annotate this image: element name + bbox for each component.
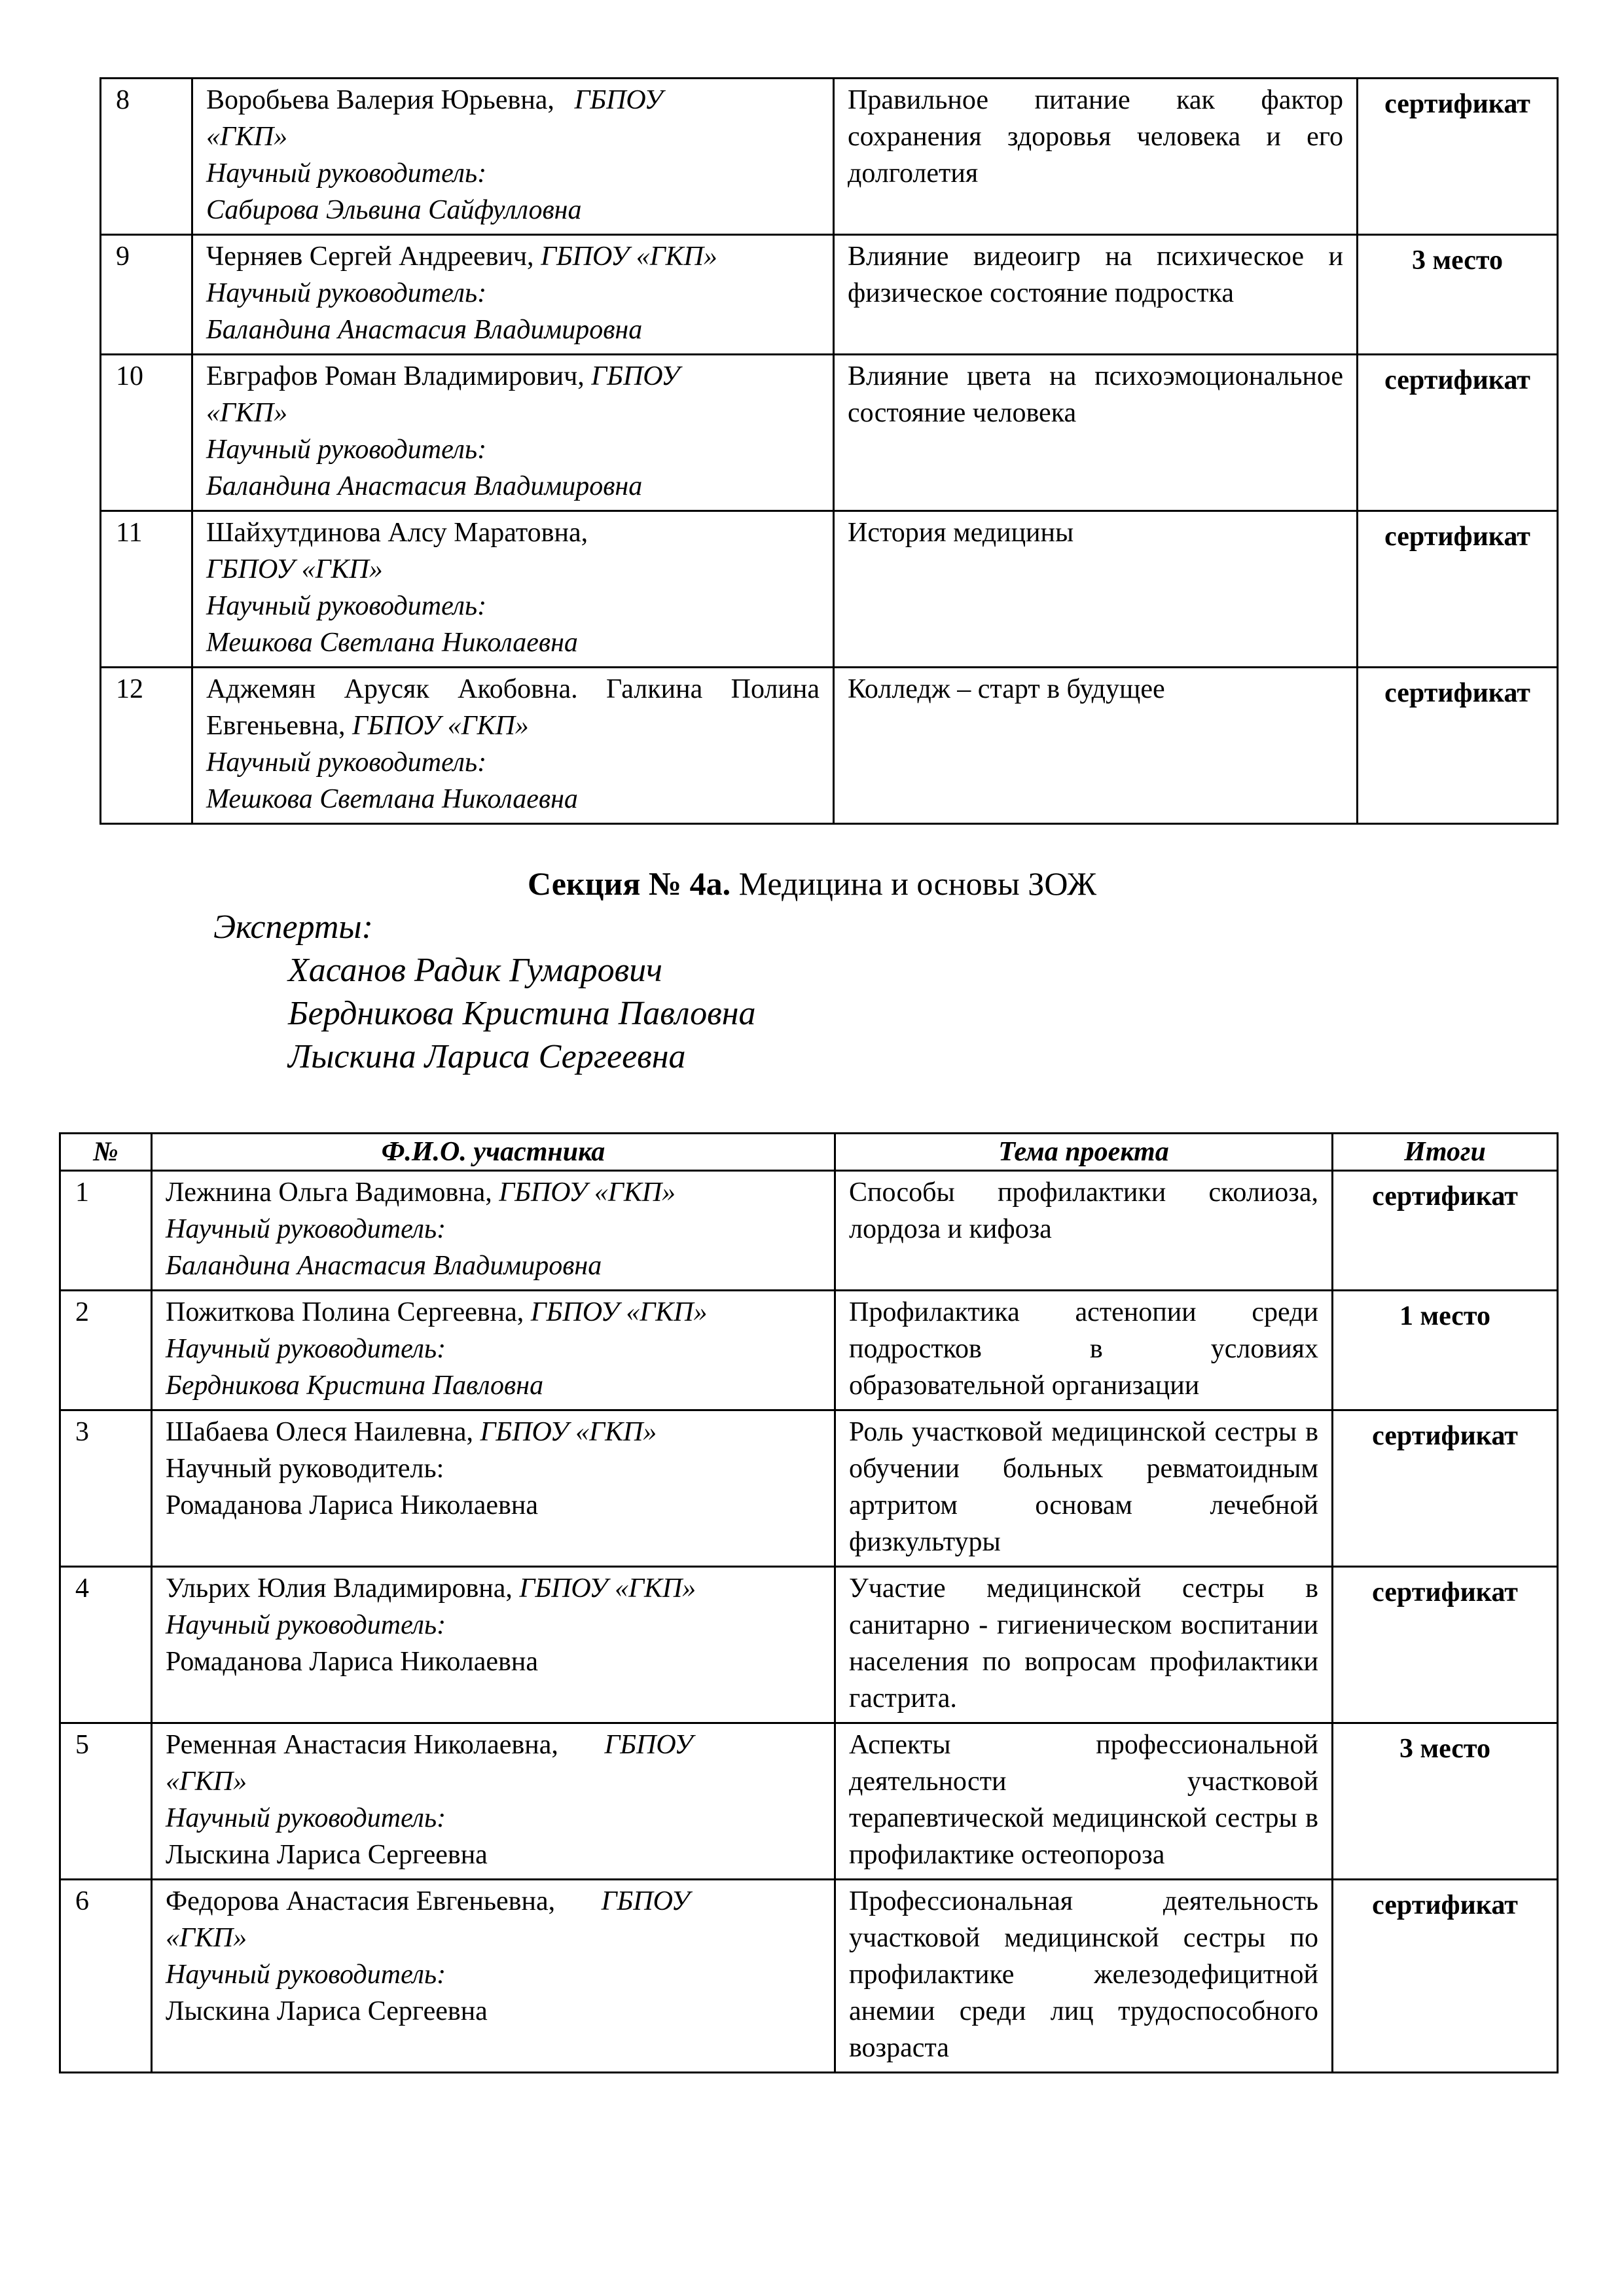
- section-title: Медицина и основы ЗОЖ: [738, 865, 1096, 902]
- row-number: 8: [101, 79, 192, 235]
- participant-cell: [192, 355, 834, 511]
- row-number: 9: [101, 235, 192, 355]
- section-heading: [0, 863, 1624, 905]
- table-row: [60, 1171, 1558, 1291]
- supervisor-label: Научный руководитель:: [166, 1214, 446, 1244]
- project-topic: Влияние цвета на психоэмоциональное состояние человека: [834, 355, 1358, 511]
- participant-org: ГБПОУ: [604, 1730, 693, 1760]
- table-row: [101, 79, 1558, 235]
- supervisor-label: Научный руководитель:: [166, 1610, 446, 1640]
- row-number: 6: [60, 1880, 152, 2073]
- results-table-continued: [99, 77, 1559, 825]
- column-header-topic: Тема проекта: [835, 1134, 1333, 1171]
- participant-org: ГБПОУ: [591, 361, 680, 391]
- result-badge: сертификат: [1358, 79, 1558, 235]
- section-label: Секция № 4а.: [527, 865, 731, 902]
- result-badge: 3 место: [1358, 235, 1558, 355]
- participant-name: Ременная Анастасия Николаевна,: [166, 1730, 566, 1760]
- supervisor-name: Ромаданова Лариса Николаевна: [166, 1647, 538, 1677]
- supervisor-name: Лыскина Лариса Сергеевна: [166, 1840, 488, 1870]
- row-number: 5: [60, 1723, 152, 1880]
- table-row: [101, 668, 1558, 824]
- result-badge: 1 место: [1333, 1291, 1558, 1410]
- participant-org: ГБПОУ: [601, 1886, 690, 1916]
- participant-org: ГБПОУ: [574, 85, 663, 115]
- participant-org-wrap: ГБПОУ «ГКП»: [206, 554, 383, 584]
- expert-name: Хасанов Радик Гумарович: [288, 952, 662, 989]
- project-topic: Роль участковой медицинской сестры в обучении больных ревматоидным артритом основам лечебной физкультуры: [835, 1410, 1333, 1567]
- participant-name: Евграфов Роман Владимирович,: [206, 361, 592, 391]
- supervisor-name: Мешкова Светлана Николаевна: [206, 784, 578, 814]
- row-number: 2: [60, 1291, 152, 1410]
- project-topic: Аспекты профессиональной деятельности участковой терапевтической медицинской сестры в профилактике остеопороза: [835, 1723, 1333, 1880]
- supervisor-name: Баландина Анастасия Владимировна: [166, 1251, 602, 1281]
- table-row: [101, 355, 1558, 511]
- supervisor-label: Научный руководитель:: [206, 591, 487, 621]
- results-table-section-4a: [59, 1132, 1559, 2073]
- table-row: [60, 1410, 1558, 1567]
- supervisor-label: Научный руководитель:: [166, 1803, 446, 1833]
- supervisor-name: Мешкова Светлана Николаевна: [206, 628, 578, 658]
- project-topic: Профилактика астенопии среди подростков в условиях образовательной организации: [835, 1291, 1333, 1410]
- participant-cell: [192, 511, 834, 668]
- participant-org: ГБПОУ «ГКП»: [352, 711, 529, 741]
- table-row: [101, 511, 1558, 668]
- row-number: 12: [101, 668, 192, 824]
- participant-name: Пожиткова Полина Сергеевна,: [166, 1297, 531, 1327]
- participant-org: ГБПОУ «ГКП»: [541, 242, 717, 272]
- column-header-results: Итоги: [1333, 1134, 1558, 1171]
- row-number: 10: [101, 355, 192, 511]
- table-row: [60, 1291, 1558, 1410]
- row-number: 11: [101, 511, 192, 668]
- result-badge: сертификат: [1333, 1171, 1558, 1291]
- participant-cell: [152, 1723, 835, 1880]
- participant-cell: [152, 1567, 835, 1723]
- participant-org: ГБПОУ «ГКП»: [499, 1177, 676, 1208]
- participant-org-wrap: «ГКП»: [166, 1923, 247, 1953]
- supervisor-label: Научный руководитель:: [206, 747, 487, 778]
- expert-name: Лыскина Лариса Сергеевна: [288, 1038, 686, 1075]
- table-header-row: [60, 1134, 1558, 1171]
- supervisor-label: Научный руководитель:: [206, 435, 487, 465]
- supervisor-name: Баландина Анастасия Владимировна: [206, 315, 643, 345]
- table-row: [60, 1880, 1558, 2073]
- participant-cell: [152, 1880, 835, 2073]
- supervisor-label: Научный руководитель:: [206, 278, 487, 308]
- participant-name: Федорова Анастасия Евгеньевна,: [166, 1886, 562, 1916]
- row-number: 3: [60, 1410, 152, 1567]
- participant-name: Воробьева Валерия Юрьевна,: [206, 85, 562, 115]
- project-topic: Профессиональная деятельность участковой медицинской сестры по профилактике железодефицитной анемии среди лиц трудоспособного возраста: [835, 1880, 1333, 2073]
- supervisor-label: Научный руководитель:: [206, 158, 487, 188]
- participant-cell: [192, 235, 834, 355]
- table-row: [60, 1723, 1558, 1880]
- expert-name: Бердникова Кристина Павловна: [288, 995, 756, 1032]
- project-topic: История медицины: [834, 511, 1358, 668]
- participant-cell: [152, 1410, 835, 1567]
- row-number: 1: [60, 1171, 152, 1291]
- project-topic: Влияние видеоигр на психическое и физическое состояние подростка: [834, 235, 1358, 355]
- table-row: [101, 235, 1558, 355]
- participant-name: Лежнина Ольга Вадимовна,: [166, 1177, 499, 1208]
- result-badge: сертификат: [1333, 1410, 1558, 1567]
- supervisor-name: Лыскина Лариса Сергеевна: [166, 1996, 488, 2026]
- row-number: 4: [60, 1567, 152, 1723]
- participant-name: Аджемян Арусяк Акобовна. Галкина Полина Евгеньевна,: [206, 674, 820, 741]
- supervisor-label: Научный руководитель:: [166, 1960, 446, 1990]
- participant-org-wrap: «ГКП»: [206, 122, 288, 152]
- result-badge: сертификат: [1333, 1880, 1558, 2073]
- supervisor-label: Научный руководитель:: [166, 1454, 444, 1484]
- project-topic: Участие медицинской сестры в санитарно - гигиеническом воспитании населения по вопросам профилактики гастрита.: [835, 1567, 1333, 1723]
- participant-org: ГБПОУ «ГКП»: [530, 1297, 708, 1327]
- participant-cell: [192, 668, 834, 824]
- supervisor-name: Ромаданова Лариса Николаевна: [166, 1490, 538, 1520]
- supervisor-name: Баландина Анастасия Владимировна: [206, 471, 643, 501]
- supervisor-name: Бердникова Кристина Павловна: [166, 1371, 544, 1401]
- participant-name: Шайхутдинова Алсу Маратовна,: [206, 518, 588, 548]
- participant-org: ГБПОУ «ГКП»: [519, 1573, 696, 1604]
- result-badge: 3 место: [1333, 1723, 1558, 1880]
- result-badge: сертификат: [1358, 511, 1558, 668]
- column-header-participant: Ф.И.О. участника: [152, 1134, 835, 1171]
- participant-cell: [152, 1171, 835, 1291]
- result-badge: сертификат: [1358, 355, 1558, 511]
- participant-org-wrap: «ГКП»: [166, 1767, 247, 1797]
- participant-cell: [152, 1291, 835, 1410]
- participant-cell: [192, 79, 834, 235]
- column-header-number: №: [60, 1134, 152, 1171]
- experts-title: Эксперты:: [213, 908, 373, 946]
- project-topic: Правильное питание как фактор сохранения здоровья человека и его долголетия: [834, 79, 1358, 235]
- table-row: [60, 1567, 1558, 1723]
- project-topic: Способы профилактики сколиоза, лордоза и кифоза: [835, 1171, 1333, 1291]
- experts-list: [288, 949, 756, 1079]
- participant-org-wrap: «ГКП»: [206, 398, 288, 428]
- participant-name: Шабаева Олеся Наилевна,: [166, 1417, 480, 1447]
- participant-name: Черняев Сергей Андреевич,: [206, 242, 541, 272]
- supervisor-label: Научный руководитель:: [166, 1334, 446, 1364]
- result-badge: сертификат: [1333, 1567, 1558, 1723]
- project-topic: Колледж – старт в будущее: [834, 668, 1358, 824]
- participant-name: Ульрих Юлия Владимировна,: [166, 1573, 520, 1604]
- supervisor-name: Сабирова Эльвина Сайфулловна: [206, 195, 582, 225]
- participant-org: ГБПОУ «ГКП»: [480, 1417, 657, 1447]
- result-badge: сертификат: [1358, 668, 1558, 824]
